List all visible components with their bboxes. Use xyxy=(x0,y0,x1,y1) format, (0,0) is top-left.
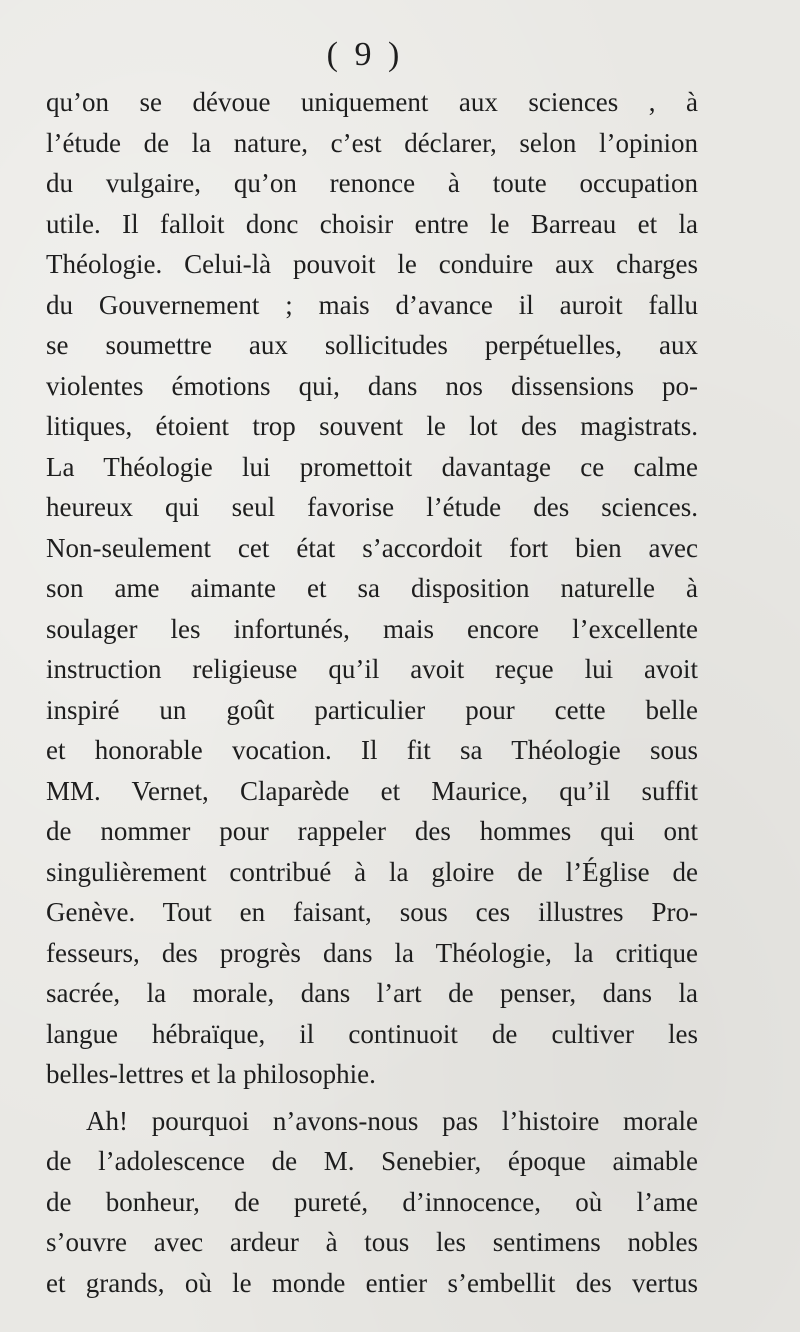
text-line: s’ouvre avec ardeur à tous les sentimens nobles xyxy=(46,1227,698,1257)
text-line: violentes émotions qui, dans nos dissensions po- xyxy=(46,370,698,401)
page-number: ( 9 ) xyxy=(326,36,404,73)
text-line: utile. Il falloit donc choisir entre le Barreau et la xyxy=(46,208,698,239)
paragraph-1 xyxy=(46,82,698,1095)
text-line: et grands, où le monde entier s’embellit des vertus xyxy=(46,1267,698,1298)
text-line: son ame aimante et sa disposition naturelle à xyxy=(46,573,698,603)
text-line: qu’on se dévoue uniquement aux sciences , à xyxy=(46,87,698,117)
text-line: de l’adolescence de M. Senebier, époque aimable xyxy=(46,1146,698,1176)
text-line: se soumettre aux sollicitudes perpétuelles, aux xyxy=(46,330,698,360)
text-line: soulager les infortunés, mais encore l’excellente xyxy=(46,613,698,644)
text-line: langue hébraïque, il continuoit de cultiver les xyxy=(46,1018,698,1049)
text-line: belles-lettres et la philosophie. xyxy=(46,1059,376,1089)
paragraph-2 xyxy=(46,1101,698,1304)
text-line: fesseurs, des progrès dans la Théologie, la critique xyxy=(46,937,698,968)
text-line: La Théologie lui promettoit davantage ce calme xyxy=(46,451,698,482)
text-line: de bonheur, de pureté, d’innocence, où l’ame xyxy=(46,1186,698,1217)
text-line: MM. Vernet, Claparède et Maurice, qu’il suffit xyxy=(46,775,698,806)
text-line: Non-seulement cet état s’accordoit fort bien avec xyxy=(46,532,698,563)
text-line: et honorable vocation. Il fit sa Théologie sous xyxy=(46,735,698,765)
text-line: Ah! pourquoi n’avons-nous pas l’histoire morale xyxy=(86,1105,698,1136)
text-line: singulièrement contribué à la gloire de l’Église de xyxy=(46,856,698,887)
text-line: l’étude de la nature, c’est déclarer, selon l’opinion xyxy=(46,127,698,158)
text-line: Genève. Tout en faisant, sous ces illustres Pro- xyxy=(46,897,698,927)
text-line: litiques, étoient trop souvent le lot des magistrats. xyxy=(46,411,698,441)
text-line: inspiré un goût particulier pour cette belle xyxy=(46,694,698,725)
body-text xyxy=(46,82,698,1303)
text-line: du Gouvernement ; mais d’avance il auroit fallu xyxy=(46,289,698,320)
text-line: du vulgaire, qu’on renonce à toute occupation xyxy=(46,168,698,198)
text-line: heureux qui seul favorise l’étude des sciences. xyxy=(46,492,698,522)
text-line: instruction religieuse qu’il avoit reçue lui avoit xyxy=(46,654,698,684)
text-line: Théologie. Celui-là pouvoit le conduire aux charges xyxy=(46,249,698,279)
text-line: sacrée, la morale, dans l’art de penser, dans la xyxy=(46,978,698,1008)
text-line: de nommer pour rappeler des hommes qui ont xyxy=(46,816,698,846)
